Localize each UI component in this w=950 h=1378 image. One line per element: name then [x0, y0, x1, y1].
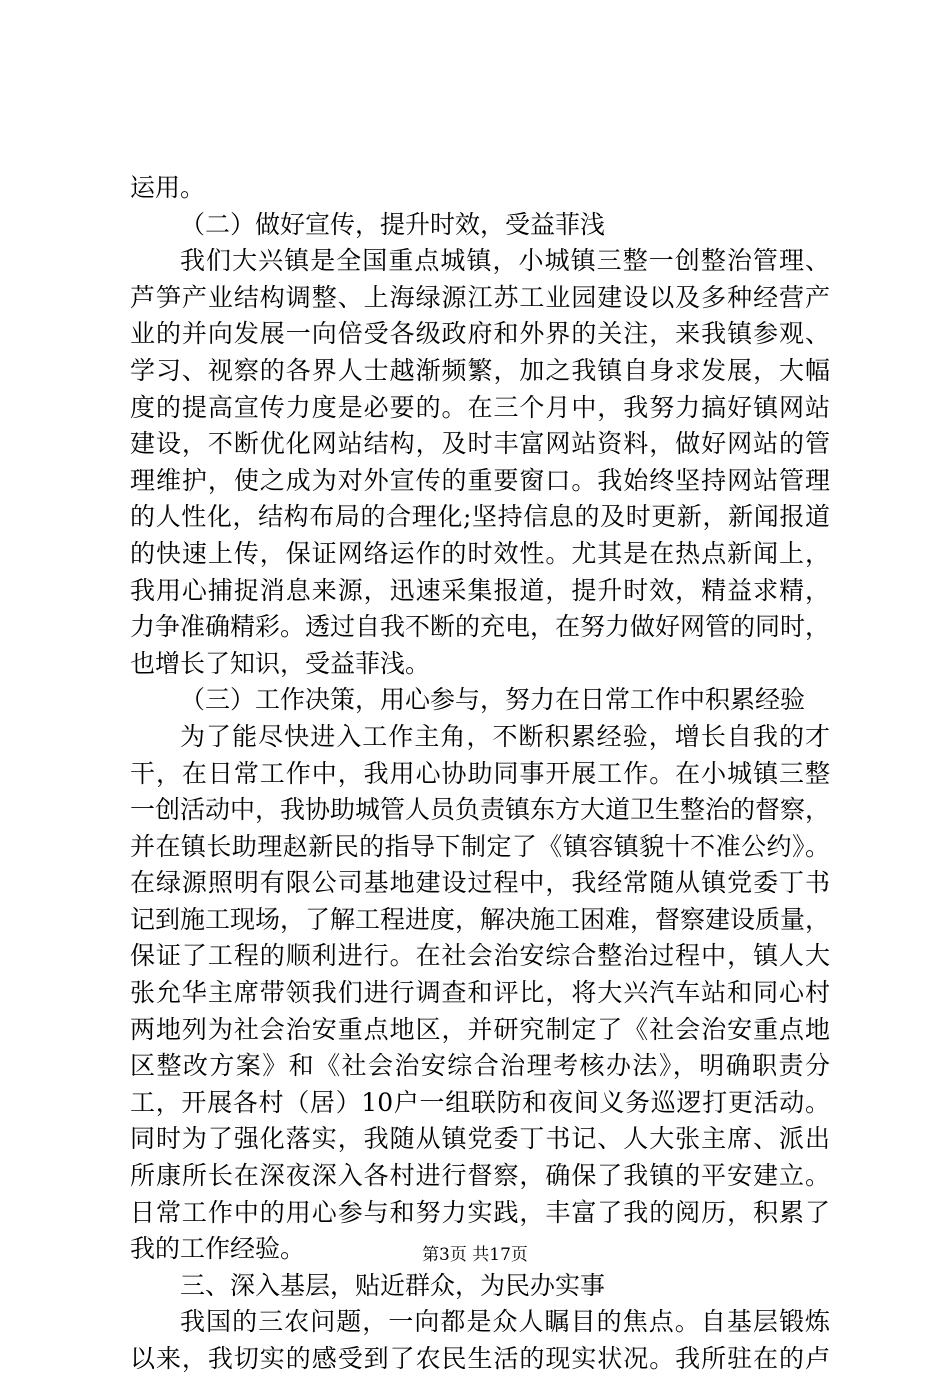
- paragraph-last-line: 我的工作经验。: [130, 1234, 306, 1264]
- text-line: 并在镇长助理赵新民的指导下制定了《镇容镇貌十不准公约》。: [130, 831, 830, 861]
- text-line: 度的提高宣传力度是必要的。在三个月中，我努力搞好镇网站: [130, 392, 830, 422]
- section-heading: （二）做好宣传，提升时效，受益菲浅: [180, 209, 606, 239]
- text-line: 业的并向发展一向倍受各级政府和外界的关注，来我镇参观、: [130, 319, 830, 349]
- text-line: 日常工作中的用心参与和努力实践，丰富了我的阅历，积累了: [130, 1197, 830, 1227]
- text-line: 保证了工程的顺利进行。在社会治安综合整治过程中，镇人大: [130, 941, 830, 971]
- text-line: 张允华主席带领我们进行调查和评比，将大兴汽车站和同心村: [130, 978, 830, 1008]
- paragraph-last-line: 也增长了知识，受益菲浅。: [130, 648, 431, 678]
- text-line: 我用心捕捉消息来源，迅速采集报道，提升时效，精益求精，: [130, 575, 830, 605]
- text-line: 以来，我切实的感受到了农民生活的现实状况。我所驻在的卢: [130, 1344, 830, 1373]
- paragraph-first-line: 我国的三农问题，一向都是众人瞩目的焦点。自基层锻炼: [180, 1307, 830, 1337]
- text-line: 理维护，使之成为对外宣传的重要窗口。我始终坚持网站管理: [130, 465, 830, 495]
- text-line: 干，在日常工作中，我用心协助同事开展工作。在小城镇三整: [130, 758, 830, 788]
- document-body: [130, 170, 830, 1378]
- paragraph-first-line: 我们大兴镇是全国重点城镇，小城镇三整一创整治管理、: [180, 246, 830, 276]
- text-line: 记到施工现场，了解工程进度，解决施工困难，督察建设质量，: [130, 904, 831, 934]
- text-line: 运用。: [130, 173, 206, 202]
- text-line: 建设，不断优化网站结构，及时丰富网站资料，做好网站的管: [130, 429, 830, 459]
- text-line: 芦笋产业结构调整、上海绿源江苏工业园建设以及多种经营产: [130, 282, 830, 312]
- text-line: 同时为了强化落实，我随从镇党委丁书记、人大张主席、派出: [130, 1124, 830, 1154]
- section-heading: 三、深入基层，贴近群众，为民办实事: [180, 1270, 606, 1300]
- text-line: 两地列为社会治安重点地区，并研究制定了《社会治安重点地: [130, 1014, 830, 1044]
- text-line: 学习、视察的各界人士越渐频繁，加之我镇自身求发展，大幅: [130, 355, 830, 385]
- page-number-footer: 第3页 共17页: [422, 1245, 528, 1265]
- text-line: 工，开展各村（居）10户一组联防和夜间义务巡逻打更活动。: [130, 1087, 830, 1117]
- text-line: 力争准确精彩。透过自我不断的充电，在努力做好网管的同时，: [130, 612, 831, 642]
- section-heading: （三）工作决策，用心参与，努力在日常工作中积累经验: [180, 685, 806, 715]
- text-line: 一创活动中，我协助城管人员负责镇东方大道卫生整治的督察，: [130, 795, 831, 825]
- text-line: 的快速上传，保证网络运作的时效性。尤其是在热点新闻上，: [130, 538, 830, 568]
- text-line: 在绿源照明有限公司基地建设过程中，我经常随从镇党委丁书: [130, 868, 830, 898]
- text-line: 区整改方案》和《社会治安综合治理考核办法》，明确职责分: [130, 1051, 830, 1081]
- text-line: 的人性化，结构布局的合理化;坚持信息的及时更新，新闻报道: [130, 502, 830, 532]
- text-line: 所康所长在深夜深入各村进行督察，确保了我镇的平安建立。: [130, 1161, 830, 1191]
- paragraph-first-line: 为了能尽快进入工作主角，不断积累经验，增长自我的才: [180, 721, 830, 751]
